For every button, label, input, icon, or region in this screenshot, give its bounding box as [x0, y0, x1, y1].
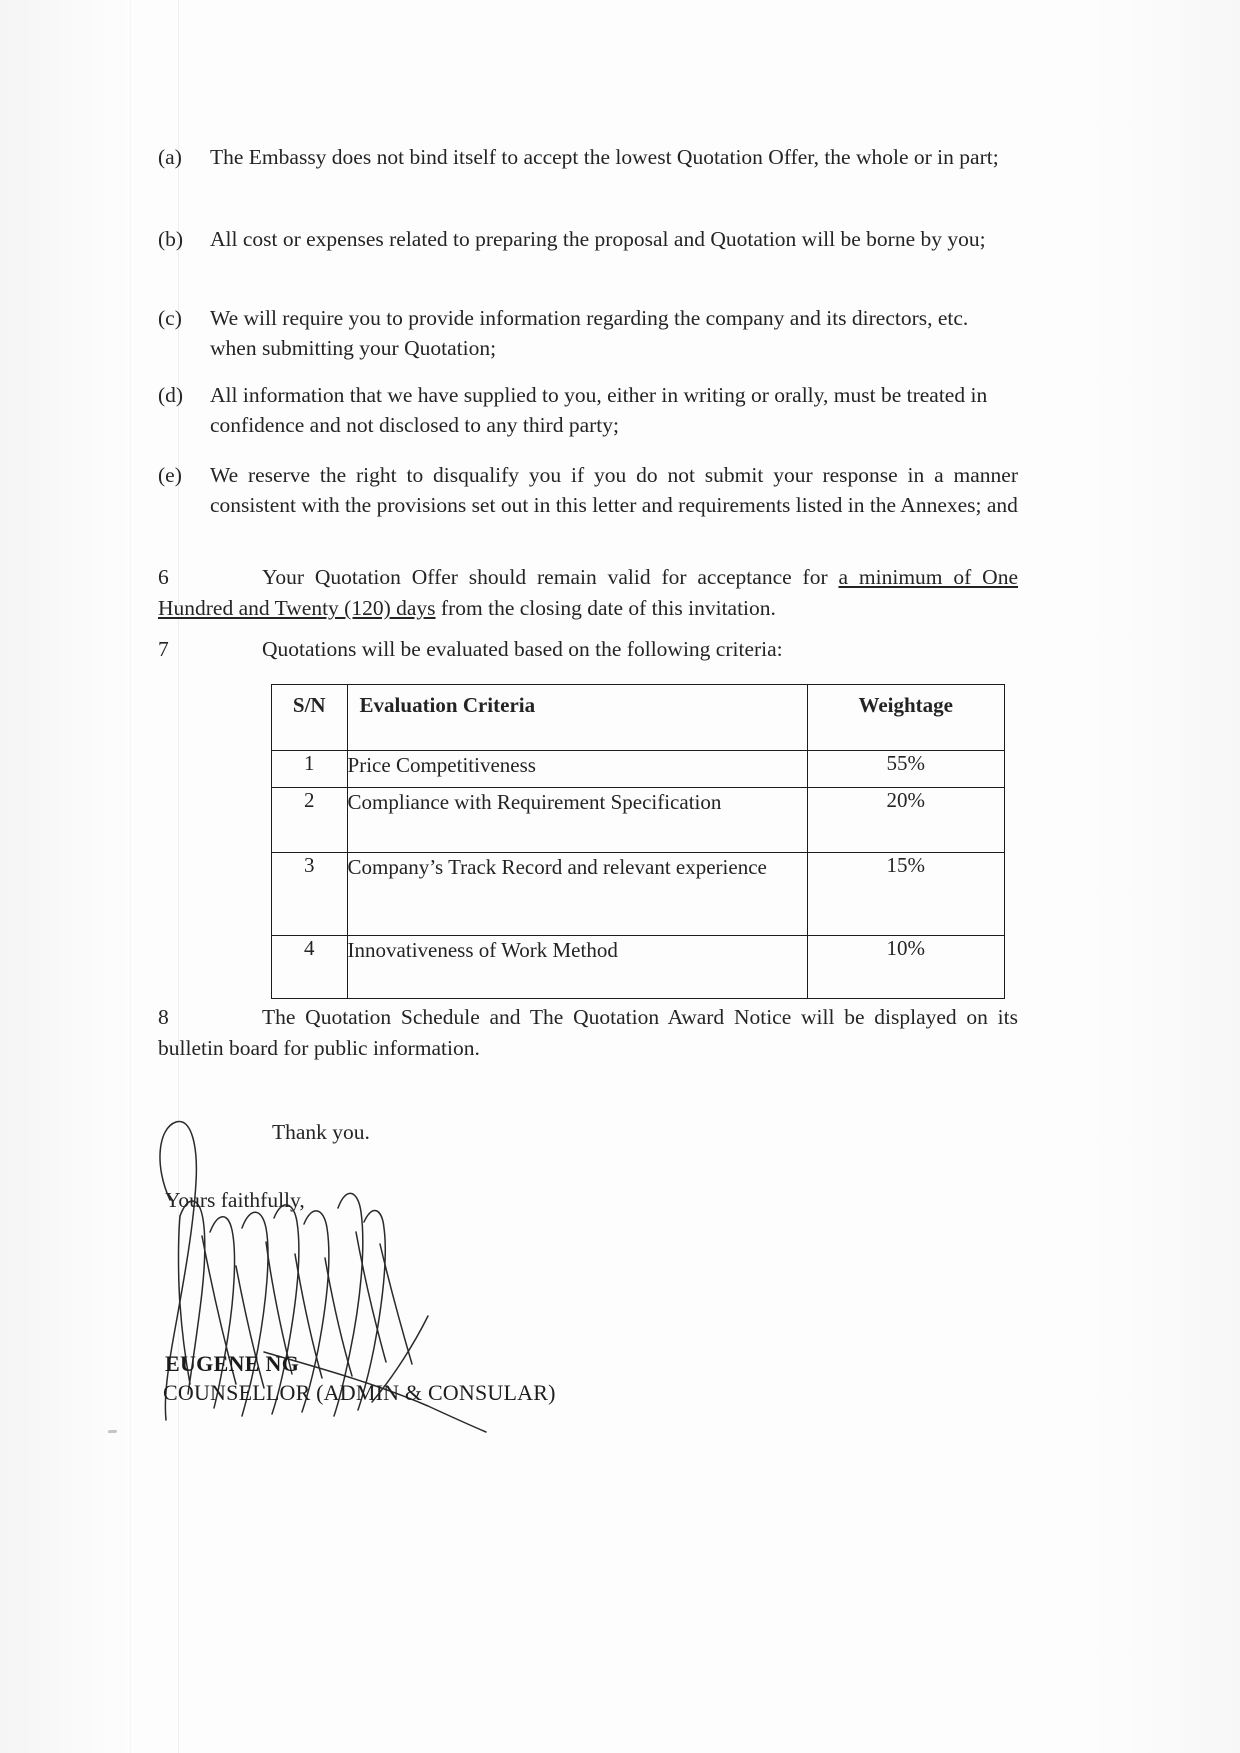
paragraph-8-text: The Quotation Schedule and The Quotation Award Notice will be displayed on its bulletin board for public information. [158, 1005, 1018, 1060]
clause-item-d [158, 380, 1018, 440]
clause-marker-b: (b) [158, 227, 184, 251]
clause-marker-e: (e) [158, 463, 182, 487]
cell-criteria: Company’s Track Record and relevant experience [347, 853, 807, 936]
thank-you-line: Thank you. [272, 1120, 370, 1144]
paragraph-6-number: 6 [158, 565, 169, 589]
cell-weightage: 10% [807, 936, 1004, 999]
cell-criteria: Compliance with Requirement Specification [347, 788, 807, 853]
table-header-row [272, 685, 1005, 751]
clause-text-e: We reserve the right to disqualify you if you do not submit your response in a manner consistent with the provisions set out in this letter and requirements listed in the Annexes; and [210, 463, 1018, 517]
column-header-evaluation-criteria: Evaluation Criteria [347, 685, 807, 751]
paragraph-6 [158, 562, 1018, 624]
column-header-sn: S/N [272, 685, 348, 751]
paragraph-6-text-after: from the closing date of this invitation. [435, 596, 776, 620]
clause-marker-d: (d) [158, 383, 184, 407]
paragraph-8-number: 8 [158, 1005, 169, 1029]
paragraph-6-text-before: Your Quotation Offer should remain valid for acceptance for [262, 565, 839, 589]
table-row [272, 936, 1005, 999]
paragraph-6-underlined-text: a minimum of One Hundred and Twenty (120) days [158, 565, 1018, 620]
cell-sn: 4 [272, 936, 348, 999]
clause-marker-a: (a) [158, 145, 182, 169]
cell-weightage: 55% [807, 751, 1004, 788]
clause-item-a [158, 142, 1018, 172]
table-row [272, 853, 1005, 936]
evaluation-criteria-table [271, 684, 1005, 999]
paragraph-7 [158, 634, 1018, 665]
signature-block [150, 1108, 670, 1528]
signatory-title: COUNSELLOR (ADMIN & CONSULAR) [163, 1380, 556, 1405]
column-header-weightage: Weightage [807, 685, 1004, 751]
clause-marker-c: (c) [158, 306, 182, 330]
table-row [272, 751, 1005, 788]
cell-sn: 1 [272, 751, 348, 788]
clause-text-c: We will require you to provide information regarding the company and its directors, etc. when submitting your Quotation; [210, 306, 969, 360]
cell-sn: 2 [272, 788, 348, 853]
signatory-name: EUGENE NG [165, 1351, 300, 1376]
clause-text-a: The Embassy does not bind itself to accept the lowest Quotation Offer, the whole or in part; [210, 145, 999, 169]
paragraph-7-text: Quotations will be evaluated based on the following criteria: [262, 637, 783, 661]
clause-text-b: All cost or expenses related to preparing the proposal and Quotation will be borne by you; [210, 227, 986, 251]
cell-sn: 3 [272, 853, 348, 936]
paragraph-8 [158, 1002, 1018, 1064]
cell-weightage: 15% [807, 853, 1004, 936]
valediction-line: Yours faithfully, [165, 1188, 305, 1212]
table-row [272, 788, 1005, 853]
cell-criteria: Price Competitiveness [347, 751, 807, 788]
clause-text-d: All information that we have supplied to you, either in writing or orally, must be treated in confidence and not disclosed to any third party; [210, 383, 988, 437]
clause-item-e [158, 460, 1018, 520]
clause-item-c [158, 303, 1018, 363]
cell-criteria: Innovativeness of Work Method [347, 936, 807, 999]
cell-weightage: 20% [807, 788, 1004, 853]
clause-item-b [158, 224, 1018, 254]
paragraph-7-number: 7 [158, 637, 169, 661]
